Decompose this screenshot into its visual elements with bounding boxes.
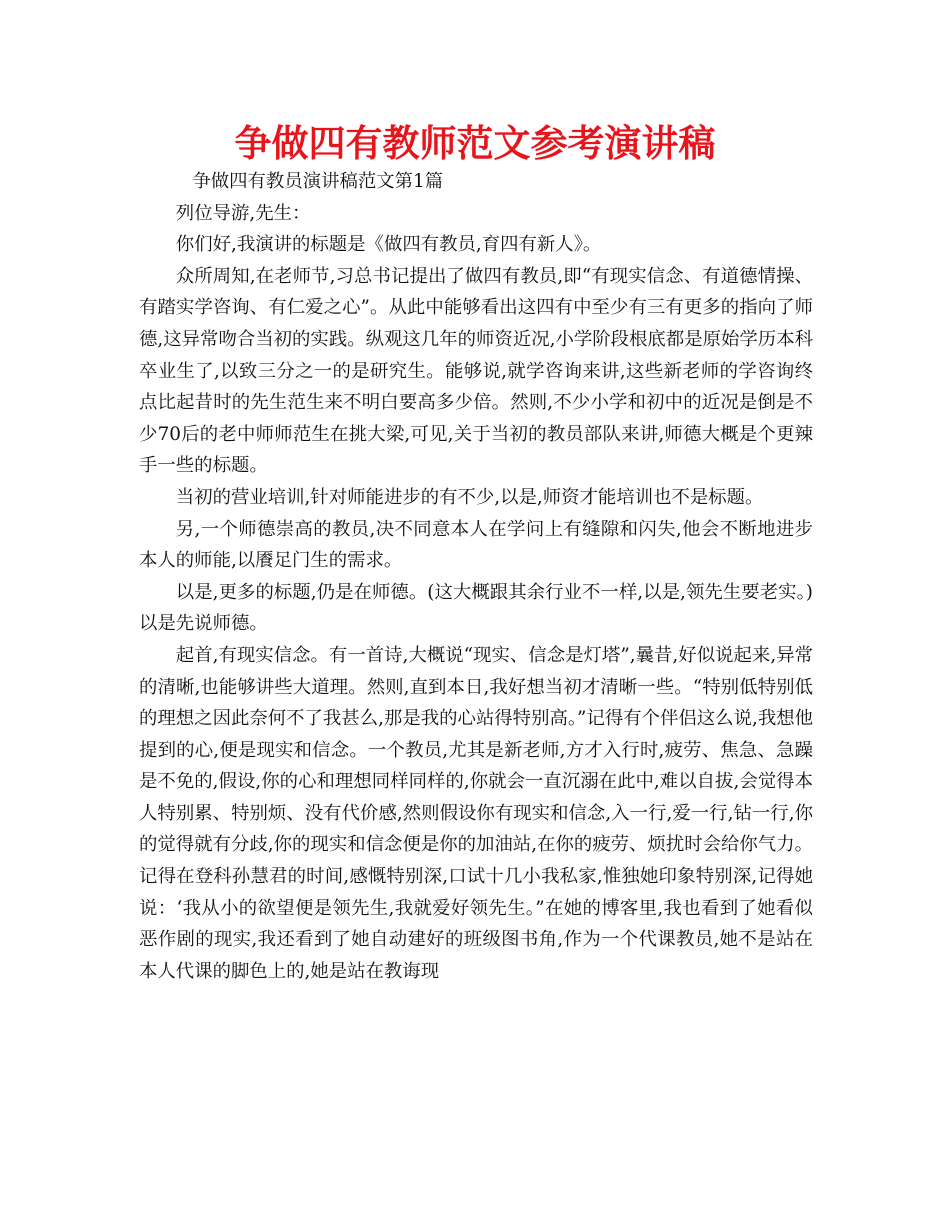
paragraph: 列位导游,先生： xyxy=(175,202,311,224)
document-title: 争做四有教师范文参考演讲稿 xyxy=(234,122,716,165)
document-subtitle: 争做四有教员演讲稿范文第1篇 xyxy=(192,171,444,192)
paragraph: 众所周知,在老师节,习总书记提出了做四有教员,即“有现实信念、有道德情操、有踏实学咨询、有仁爱之心”。从此中能够看出这四有中至少有三有更多的指向了师德,这异常吻合当初的实践。纵观这几年的师资近况,小学阶段根底都是原始学历本科卒业生了,以致三分之一的是研究生。能够说,就学咨询来讲,这些新老师的学咨询终点比起昔时的先生范生来不明白要高多少倍。然则,不少小学和初中的近况是倒是不少70后的老中师师范生在挑大梁,可见,关于当初的教员部队来讲,师德大概是个更辣手一些的标题。 xyxy=(139,265,813,477)
paragraph: 当初的营业培训,针对师能进步的有不少,以是,师资才能培训也不是标题。 xyxy=(175,486,764,508)
paragraph: 以是,更多的标题,仍是在师德。(这大概跟其余行业不一样,以是,领先生要老实。)以是先说师德。 xyxy=(139,581,813,635)
paragraph: 你们好,我演讲的标题是《做四有教员,育四有新人》。 xyxy=(175,234,602,256)
document-body xyxy=(139,166,813,987)
paragraph: 另,一个师德崇高的教员,决不同意本人在学问上有缝隙和闪失,他会不断地进步本人的师能,以餍足门生的需求。 xyxy=(139,518,813,572)
paragraph: 起首,有现实信念。有一首诗,大概说“现实、信念是灯塔”,曩昔,好似说起来,异常的清晰,也能够讲些大道理。然则,直到本日,我好想当初才清晰一些。“特别低特别低的理想之因此奈何不了我甚么,那是我的心站得特别高。”记得有个伴侣这么说,我想他提到的心,便是现实和信念。一个教员,尤其是新老师,方才入行时,疲劳、焦急、急躁是不免的,假设,你的心和理想同样同样的,你就会一直沉溺在此中,难以自拔,会觉得本人特别累、特别烦、没有代价感,然则假设你有现实和信念,入一行,爱一行,钻一行,你的觉得就有分歧,你的现实和信念便是你的加油站,在你的疲劳、烦扰时会给你气力。记得在登科孙慧君的时间,感慨特别深,口试十几小我私家,惟独她印象特别深,记得她说：‘我从小的欲望便是领先生,我就爱好领先生。”在她的博客里,我也看到了她看似恶作剧的现实,我还看到了她自动建好的班级图书角,作为一个代课教员,她不是站在本人代课的脚色上的,她是站在教诲现 xyxy=(139,644,813,982)
